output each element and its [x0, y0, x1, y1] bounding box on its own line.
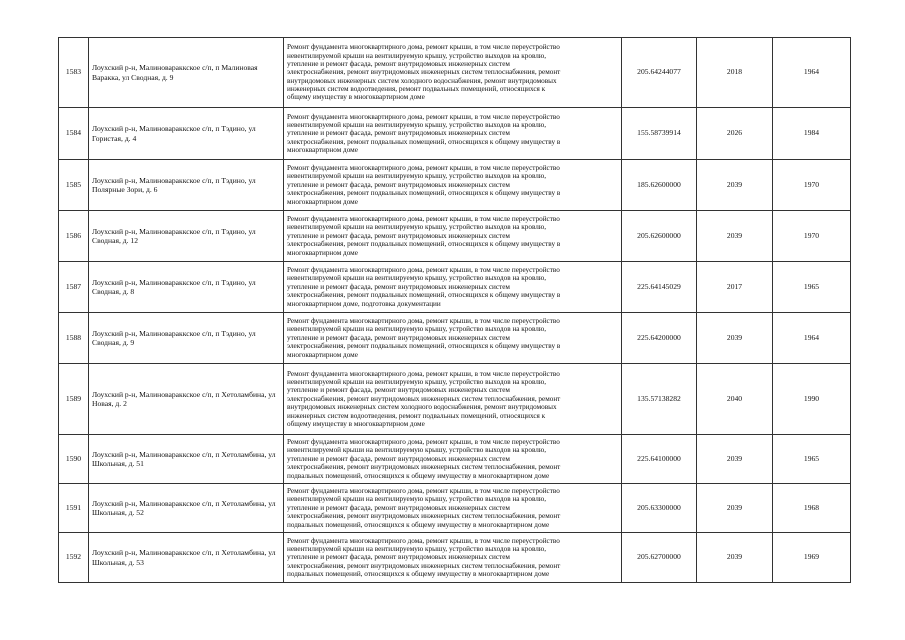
works-cell: Ремонт фундамента многоквартирного дома, ремонт крыши, в том числе переустройство невентилируемой крыши на вентилируемую крышу, устройство выходов на кровлю, утепление и ремонт фасада, ремонт внутридомовых инженерных систем электроснабжения, ремонт внутридомовых инженерных систем теплоснабжения, ремонт внутридомовых инженерных систем холодного водоснабжения, ремонт внутридомовых инженерных систем водоотведения, ремонт подвальных помещений, относящихся к общему имуществу в многоквартирном доме: [284, 364, 622, 435]
table-row: [59, 38, 851, 108]
address-cell: Лоухский р-н, Малиновараккское с/п, п Тэдино, ул Сводная, д. 9: [89, 313, 284, 364]
cost-cell: 225.64200000: [622, 313, 697, 364]
built-year-cell: 1968: [773, 484, 851, 533]
table-row: [59, 108, 851, 160]
address-cell: Лоухский р-н, Малиновараккское с/п, п Хетоламбина, ул Школьная, д. 52: [89, 484, 284, 533]
table-row: [59, 364, 851, 435]
plan-year-cell: 2039: [697, 211, 773, 262]
works-cell: Ремонт фундамента многоквартирного дома, ремонт крыши, в том числе переустройство невентилируемой крыши на вентилируемую крышу, устройство выходов на кровлю, утепление и ремонт фасада, ремонт внутридомовых инженерных систем электроснабжения, ремонт внутридомовых инженерных систем теплоснабжения, ремонт внутридомовых инженерных систем холодного водоснабжения, ремонт внутридомовых инженерных систем водоотведения, ремонт подвальных помещений, относящихся к общему имуществу в многоквартирном доме: [284, 38, 622, 108]
plan-year-cell: 2040: [697, 364, 773, 435]
row-number: 1585: [59, 160, 89, 211]
plan-year-cell: 2017: [697, 262, 773, 313]
plan-year-cell: 2026: [697, 108, 773, 160]
row-number: 1587: [59, 262, 89, 313]
plan-year-cell: 2039: [697, 160, 773, 211]
built-year-cell: 1970: [773, 160, 851, 211]
row-number: 1592: [59, 533, 89, 583]
cost-cell: 225.64145029: [622, 262, 697, 313]
built-year-cell: 1990: [773, 364, 851, 435]
row-number: 1591: [59, 484, 89, 533]
cost-cell: 205.62700000: [622, 533, 697, 583]
cost-cell: 185.62600000: [622, 160, 697, 211]
address-cell: Лоухский р-н, Малиновараккское с/п, п Хетоламбина, ул Школьная, д. 51: [89, 435, 284, 484]
address-cell: Лоухский р-н, Малиновараккское с/п, п Тэдино, ул Гористая, д. 4: [89, 108, 284, 160]
table-row: [59, 484, 851, 533]
works-cell: Ремонт фундамента многоквартирного дома, ремонт крыши, в том числе переустройство невентилируемой крыши на вентилируемую крышу, устройство выходов на кровлю, утепление и ремонт фасада, ремонт внутридомовых инженерных систем электроснабжения, ремонт подвальных помещений, относящихся к общему имуществу в многоквартирном доме, подготовка документации: [284, 262, 622, 313]
repair-program-table: [58, 37, 851, 583]
table-row: [59, 160, 851, 211]
works-cell: Ремонт фундамента многоквартирного дома, ремонт крыши, в том числе переустройство невентилируемой крыши на вентилируемую крышу, устройство выходов на кровлю, утепление и ремонт фасада, ремонт внутридомовых инженерных систем электроснабжения, ремонт подвальных помещений, относящихся к общему имуществу в многоквартирном доме: [284, 211, 622, 262]
works-cell: Ремонт фундамента многоквартирного дома, ремонт крыши, в том числе переустройство невентилируемой крыши на вентилируемую крышу, устройство выходов на кровлю, утепление и ремонт фасада, ремонт внутридомовых инженерных систем электроснабжения, ремонт внутридомовых инженерных систем теплоснабжения, ремонт подвальных помещений, относящихся к общему имуществу в многоквартирном доме: [284, 533, 622, 583]
built-year-cell: 1969: [773, 533, 851, 583]
built-year-cell: 1964: [773, 313, 851, 364]
built-year-cell: 1984: [773, 108, 851, 160]
row-number: 1586: [59, 211, 89, 262]
table-row: [59, 533, 851, 583]
built-year-cell: 1964: [773, 38, 851, 108]
address-cell: Лоухский р-н, Малиновараккское с/п, п Тэдино, ул Сводная, д. 12: [89, 211, 284, 262]
plan-year-cell: 2039: [697, 313, 773, 364]
cost-cell: 135.57138282: [622, 364, 697, 435]
works-cell: Ремонт фундамента многоквартирного дома, ремонт крыши, в том числе переустройство невентилируемой крыши на вентилируемую крышу, устройство выходов на кровлю, утепление и ремонт фасада, ремонт внутридомовых инженерных систем электроснабжения, ремонт подвальных помещений, относящихся к общему имуществу в многоквартирном доме: [284, 108, 622, 160]
address-cell: Лоухский р-н, Малиновараккское с/п, п Тэдино, ул Сводная, д. 8: [89, 262, 284, 313]
row-number: 1583: [59, 38, 89, 108]
cost-cell: 225.64100000: [622, 435, 697, 484]
works-cell: Ремонт фундамента многоквартирного дома, ремонт крыши, в том числе переустройство невентилируемой крыши на вентилируемую крышу, устройство выходов на кровлю, утепление и ремонт фасада, ремонт внутридомовых инженерных систем электроснабжения, ремонт подвальных помещений, относящихся к общему имуществу в многоквартирном доме: [284, 160, 622, 211]
cost-cell: 205.64244077: [622, 38, 697, 108]
address-cell: Лоухский р-н, Малиновараккское с/п, п Тэдино, ул Полярные Зори, д. 6: [89, 160, 284, 211]
address-cell: Лоухский р-н, Малиновараккское с/п, п Хетоламбина, ул Новая, д. 2: [89, 364, 284, 435]
cost-cell: 155.58739914: [622, 108, 697, 160]
works-cell: Ремонт фундамента многоквартирного дома, ремонт крыши, в том числе переустройство невентилируемой крыши на вентилируемую крышу, устройство выходов на кровлю, утепление и ремонт фасада, ремонт внутридомовых инженерных систем электроснабжения, ремонт внутридомовых инженерных систем теплоснабжения, ремонт подвальных помещений, относящихся к общему имуществу в многоквартирном доме: [284, 484, 622, 533]
cost-cell: 205.63300000: [622, 484, 697, 533]
row-number: 1590: [59, 435, 89, 484]
built-year-cell: 1970: [773, 211, 851, 262]
plan-year-cell: 2039: [697, 435, 773, 484]
table-body: [59, 38, 851, 583]
plan-year-cell: 2039: [697, 533, 773, 583]
cost-cell: 205.62600000: [622, 211, 697, 262]
table-row: [59, 211, 851, 262]
built-year-cell: 1965: [773, 262, 851, 313]
works-cell: Ремонт фундамента многоквартирного дома, ремонт крыши, в том числе переустройство невентилируемой крыши на вентилируемую крышу, устройство выходов на кровлю, утепление и ремонт фасада, ремонт внутридомовых инженерных систем электроснабжения, ремонт подвальных помещений, относящихся к общему имуществу в многоквартирном доме: [284, 313, 622, 364]
plan-year-cell: 2018: [697, 38, 773, 108]
built-year-cell: 1965: [773, 435, 851, 484]
plan-year-cell: 2039: [697, 484, 773, 533]
works-cell: Ремонт фундамента многоквартирного дома, ремонт крыши, в том числе переустройство невентилируемой крыши на вентилируемую крышу, устройство выходов на кровлю, утепление и ремонт фасада, ремонт внутридомовых инженерных систем электроснабжения, ремонт внутридомовых инженерных систем теплоснабжения, ремонт подвальных помещений, относящихся к общему имуществу в многоквартирном доме: [284, 435, 622, 484]
address-cell: Лоухский р-н, Малиновараккское с/п, п Хетоламбина, ул Школьная, д. 53: [89, 533, 284, 583]
row-number: 1584: [59, 108, 89, 160]
row-number: 1589: [59, 364, 89, 435]
table-row: [59, 262, 851, 313]
row-number: 1588: [59, 313, 89, 364]
address-cell: Лоухский р-н, Малиновараккское с/п, п Малиновая Варакка, ул Сводная, д. 9: [89, 38, 284, 108]
table-row: [59, 313, 851, 364]
table-row: [59, 435, 851, 484]
